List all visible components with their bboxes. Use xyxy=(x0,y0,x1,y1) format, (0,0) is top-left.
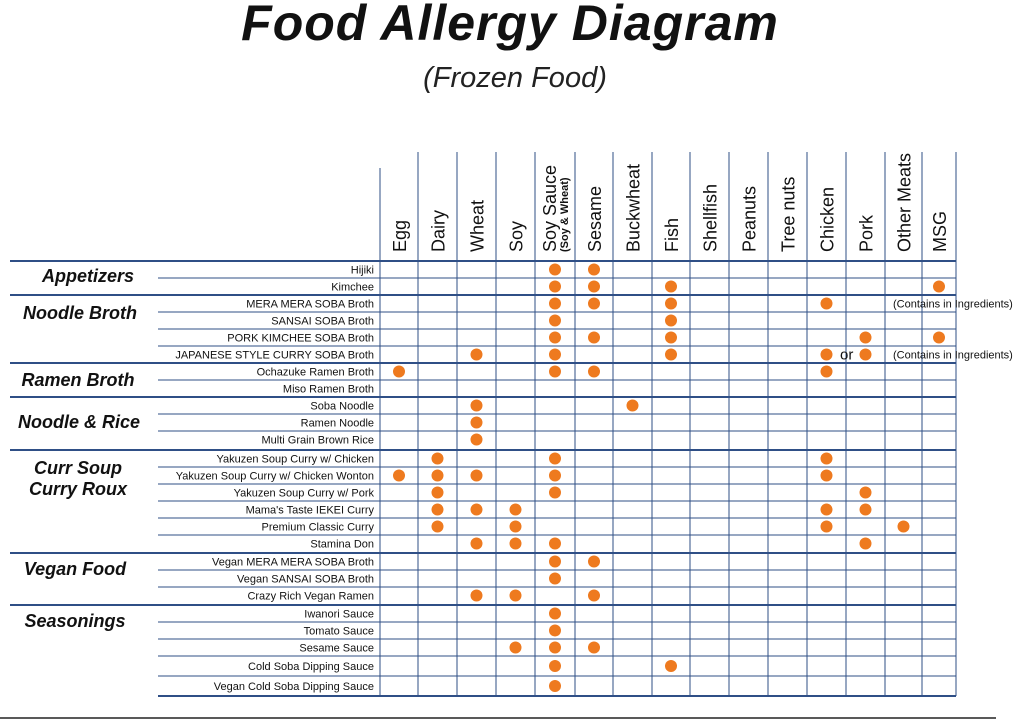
allergen-dot xyxy=(510,590,522,602)
category-label: Noodle Broth xyxy=(23,303,137,323)
column-header-2: Dairy xyxy=(428,209,449,252)
allergen-dot xyxy=(933,332,945,344)
column-header-13: Pork xyxy=(856,214,877,252)
item-name: SANSAI SOBA Broth xyxy=(271,315,374,328)
allergen-dot xyxy=(588,590,600,602)
allergen-dot xyxy=(432,453,444,465)
item-name: Multi Grain Brown Rice xyxy=(261,434,374,447)
column-header-4: Soy xyxy=(506,220,527,252)
allergen-dot xyxy=(860,487,872,499)
item-name: MERA MERA SOBA Broth xyxy=(246,298,374,311)
allergen-dot xyxy=(549,642,561,654)
allergen-dot xyxy=(898,521,910,533)
item-name: JAPANESE STYLE CURRY SOBA Broth xyxy=(175,349,374,362)
allergen-dot xyxy=(821,453,833,465)
allergen-dot xyxy=(588,332,600,344)
item-name: Mama's Taste IEKEI Curry xyxy=(245,504,374,517)
allergen-dot xyxy=(860,332,872,344)
allergen-dot xyxy=(821,470,833,482)
item-name: Vegan Cold Soba Dipping Sauce xyxy=(213,681,374,693)
item-name: Yakuzen Soup Curry w/ Chicken Wonton xyxy=(175,470,374,483)
allergen-dot xyxy=(821,349,833,361)
item-name: Sesame Sauce xyxy=(299,642,374,655)
allergen-dot xyxy=(860,349,872,361)
column-header-6: Sesame xyxy=(585,185,605,252)
allergen-dot xyxy=(471,504,483,516)
or-label: or xyxy=(840,346,854,364)
allergen-dot xyxy=(588,642,600,654)
category-label: Seasonings xyxy=(24,611,126,631)
column-header-11: Tree nuts xyxy=(778,176,799,252)
allergen-dot xyxy=(549,349,561,361)
allergen-dot xyxy=(393,470,405,482)
column-header-sub-5: (Soy & Wheat) xyxy=(559,177,571,252)
ingredient-note: (Contains in Ingredients) xyxy=(893,349,1013,362)
allergen-dot xyxy=(665,315,677,327)
allergen-dot xyxy=(549,366,561,378)
allergen-dot xyxy=(549,453,561,465)
allergen-dot xyxy=(471,400,483,412)
allergen-dot xyxy=(860,538,872,550)
item-name: Crazy Rich Vegan Ramen xyxy=(247,590,374,603)
allergen-dot xyxy=(471,417,483,429)
allergen-dot xyxy=(627,400,639,412)
allergen-dot xyxy=(432,521,444,533)
ingredient-note: (Contains in Ingredients) xyxy=(893,298,1013,311)
allergen-dot xyxy=(549,487,561,499)
allergen-dot xyxy=(665,298,677,310)
allergen-dot xyxy=(549,298,561,310)
allergen-dot xyxy=(821,504,833,516)
item-name: Tomato Sauce xyxy=(303,625,374,638)
allergen-dot xyxy=(665,281,677,293)
item-name: Yakuzen Soup Curry w/ Chicken xyxy=(216,453,374,466)
allergen-dot xyxy=(432,470,444,482)
allergen-dot xyxy=(393,366,405,378)
item-name: Iwanori Sauce xyxy=(304,608,374,621)
allergen-dot xyxy=(860,504,872,516)
item-name: Hijiki xyxy=(350,264,374,277)
category-label: Curr Soup xyxy=(34,458,122,478)
allergen-dot xyxy=(549,538,561,550)
column-header-10: Peanuts xyxy=(739,185,760,252)
item-name: PORK KIMCHEE SOBA Broth xyxy=(227,332,374,345)
allergen-dot xyxy=(588,281,600,293)
item-name: Ramen Noodle xyxy=(300,417,374,430)
column-header-9: Shellfish xyxy=(700,183,721,252)
page-subtitle: (Frozen Food) xyxy=(423,62,607,94)
allergen-dot xyxy=(549,264,561,276)
category-label: Curry Roux xyxy=(28,479,128,499)
allergen-dot xyxy=(471,470,483,482)
allergen-dot xyxy=(510,538,522,550)
allergen-dot xyxy=(821,366,833,378)
allergen-dot xyxy=(588,298,600,310)
allergen-dot xyxy=(821,521,833,533)
category-label: Ramen Broth xyxy=(21,370,135,390)
allergen-dot xyxy=(549,556,561,568)
item-name: Yakuzen Soup Curry w/ Pork xyxy=(233,487,374,500)
allergen-dot xyxy=(471,538,483,550)
allergen-dot xyxy=(471,590,483,602)
item-name: Soba Noodle xyxy=(310,400,374,413)
item-name: Ochazuke Ramen Broth xyxy=(256,366,374,379)
allergen-dot xyxy=(665,660,677,672)
allergen-dot xyxy=(432,487,444,499)
allergen-dot xyxy=(665,349,677,361)
allergen-dot xyxy=(588,556,600,568)
allergen-dot xyxy=(549,660,561,672)
item-name: Stamina Don xyxy=(310,538,374,551)
allergen-dot xyxy=(549,281,561,293)
allergen-dot xyxy=(510,642,522,654)
category-label: Vegan Food xyxy=(23,559,127,579)
allergen-dot xyxy=(471,434,483,446)
allergen-dot xyxy=(549,573,561,585)
allergen-dot xyxy=(549,625,561,637)
allergen-dot xyxy=(549,680,561,692)
item-name: Vegan SANSAI SOBA Broth xyxy=(237,573,374,586)
page-title: Food Allergy Diagram xyxy=(241,0,779,51)
allergen-dot xyxy=(510,504,522,516)
allergen-dot xyxy=(588,264,600,276)
column-header-12: Chicken xyxy=(817,186,838,252)
column-header-3: Wheat xyxy=(467,199,488,252)
allergen-dot xyxy=(549,332,561,344)
allergen-dot xyxy=(549,315,561,327)
item-name: Cold Soba Dipping Sauce xyxy=(248,661,374,673)
allergen-dot xyxy=(432,504,444,516)
item-name: Premium Classic Curry xyxy=(261,521,374,534)
allergen-dot xyxy=(821,298,833,310)
allergen-dot xyxy=(549,608,561,620)
item-name: Vegan MERA MERA SOBA Broth xyxy=(211,556,374,569)
category-label: Appetizers xyxy=(41,266,135,286)
allergen-dot xyxy=(588,366,600,378)
column-header-1: Egg xyxy=(390,219,410,252)
item-name: Kimchee xyxy=(331,281,374,294)
column-header-8: Fish xyxy=(662,217,682,252)
allergen-dot xyxy=(933,281,945,293)
column-header-5: Soy Sauce xyxy=(540,164,560,252)
column-header-15: MSG xyxy=(930,210,950,252)
allergen-dot xyxy=(471,349,483,361)
column-header-14: Other Meats xyxy=(894,152,915,252)
category-label: Noodle & Rice xyxy=(17,412,141,432)
item-name: Miso Ramen Broth xyxy=(282,383,374,396)
allergen-dot xyxy=(510,521,522,533)
allergen-dot xyxy=(665,332,677,344)
column-header-7: Buckwheat xyxy=(623,163,644,252)
allergen-dot xyxy=(549,470,561,482)
